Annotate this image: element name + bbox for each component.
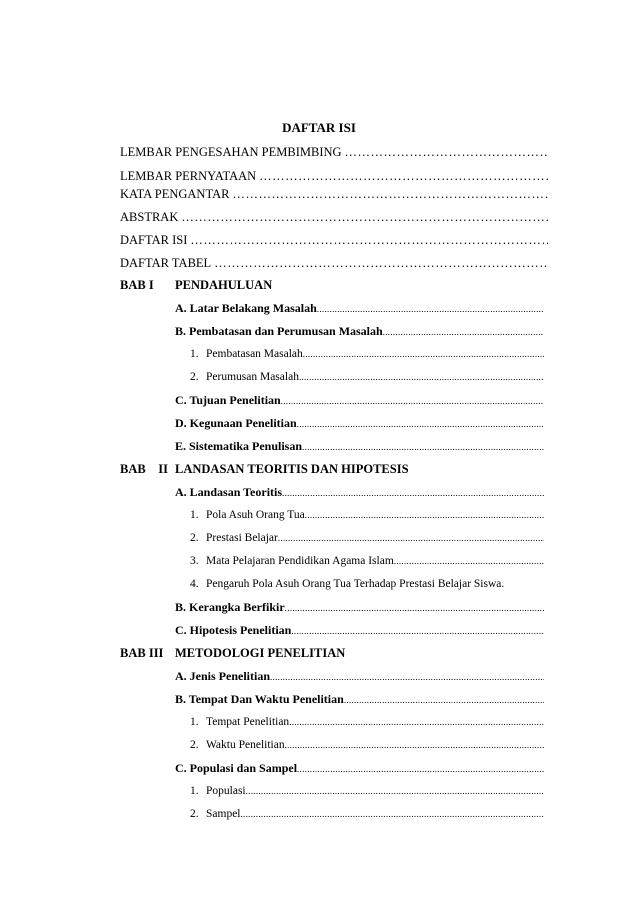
subitem-label: Tempat Penelitian bbox=[206, 716, 290, 728]
toc-entry bbox=[120, 144, 548, 160]
toc-entry bbox=[120, 232, 548, 248]
toc-entry-label: KATA PENGANTAR bbox=[120, 187, 230, 201]
dot-leader bbox=[299, 369, 544, 385]
dot-leader bbox=[282, 485, 544, 501]
toc-subitem bbox=[190, 737, 544, 753]
subitem-label: Populasi bbox=[206, 785, 246, 797]
toc-entry-label: LEMBAR PENGESAHAN PEMBIMBING bbox=[120, 145, 342, 159]
chapter-heading bbox=[120, 277, 548, 293]
subitem-label: Waktu Penelitian bbox=[206, 739, 285, 751]
toc-entry-label: DAFTAR ISI bbox=[120, 233, 188, 247]
dot-leader bbox=[190, 232, 548, 248]
toc-section bbox=[175, 760, 544, 777]
subitem-label: Pengaruh Pola Asuh Orang Tua Terhadap Prestasi Belajar Siswa. bbox=[206, 578, 505, 590]
toc-subitem bbox=[190, 507, 544, 523]
toc-subitem bbox=[190, 783, 544, 799]
item-number: 1. bbox=[190, 509, 199, 521]
toc-subitem bbox=[190, 346, 544, 362]
item-number: 2. bbox=[190, 532, 199, 544]
toc-subitem bbox=[190, 576, 544, 592]
dot-leader bbox=[278, 530, 544, 546]
chapter-number: BAB I bbox=[120, 278, 154, 292]
dot-leader bbox=[270, 669, 544, 685]
subitem-label: Pola Asuh Orang Tua bbox=[206, 509, 305, 521]
dot-leader bbox=[232, 186, 548, 202]
toc-entry bbox=[120, 209, 548, 225]
chapter-number: BAB II bbox=[120, 462, 168, 476]
dot-leader bbox=[297, 416, 544, 432]
subitem-label: Sampel bbox=[206, 808, 241, 820]
section-label: B. Pembatasan dan Perumusan Masalah bbox=[175, 324, 383, 338]
toc-subitem bbox=[190, 530, 544, 546]
item-number: 2. bbox=[190, 739, 199, 751]
dot-leader bbox=[285, 737, 544, 753]
dot-leader bbox=[303, 346, 544, 362]
section-label: E. Sistematika Penulisan bbox=[175, 439, 303, 453]
toc-subitem bbox=[190, 714, 544, 730]
dot-leader bbox=[345, 144, 548, 160]
dot-leader bbox=[317, 301, 544, 317]
dot-leader bbox=[214, 255, 548, 271]
item-number: 2. bbox=[190, 371, 199, 383]
section-label: A. Latar Belakang Masalah bbox=[175, 301, 317, 315]
dot-leader bbox=[291, 623, 544, 639]
dot-leader bbox=[394, 553, 544, 569]
toc-section bbox=[175, 392, 544, 409]
toc-subitem bbox=[190, 369, 544, 385]
item-number: 4. bbox=[190, 578, 199, 590]
subitem-label: Prestasi Belajar bbox=[206, 532, 278, 544]
section-label: D. Kegunaan Penelitian bbox=[175, 416, 297, 430]
chapter-number: BAB III bbox=[120, 646, 164, 660]
section-label: B. Tempat Dan Waktu Penelitian bbox=[175, 692, 344, 706]
page-title: DAFTAR ISI bbox=[282, 120, 356, 135]
toc-entry bbox=[120, 168, 548, 184]
toc-section bbox=[175, 323, 544, 340]
item-number: 1. bbox=[190, 716, 199, 728]
chapter-heading bbox=[120, 645, 548, 661]
toc-entry bbox=[120, 186, 548, 202]
toc-section bbox=[175, 622, 544, 639]
subitem-label: Perumusan Masalah bbox=[206, 371, 299, 383]
item-number: 3. bbox=[190, 555, 199, 567]
toc-subitem bbox=[190, 553, 544, 569]
toc-section bbox=[175, 484, 544, 501]
dot-leader bbox=[285, 600, 544, 616]
dot-leader bbox=[281, 393, 544, 409]
item-number: 2. bbox=[190, 808, 199, 820]
toc-section bbox=[175, 691, 544, 708]
dot-leader bbox=[302, 439, 544, 455]
toc-entry bbox=[120, 255, 548, 271]
section-label: B. Kerangka Berfikir bbox=[175, 600, 285, 614]
toc-subitem bbox=[190, 806, 544, 822]
toc-section bbox=[175, 300, 544, 317]
subitem-label: Mata Pelajaran Pendidikan Agama Islam bbox=[206, 555, 394, 567]
section-label: C. Populasi dan Sampel bbox=[175, 761, 298, 775]
dot-leader bbox=[297, 761, 544, 777]
chapter-heading bbox=[120, 461, 548, 477]
toc-entry-label: ABSTRAK bbox=[120, 210, 179, 224]
dot-leader bbox=[181, 209, 548, 225]
section-label: A. Landasan Teoritis bbox=[175, 485, 283, 499]
dot-leader bbox=[246, 783, 544, 799]
toc-entry-label: DAFTAR TABEL bbox=[120, 256, 212, 270]
toc-section bbox=[175, 438, 544, 455]
toc-section bbox=[175, 415, 544, 432]
dot-leader bbox=[305, 507, 544, 523]
toc-section bbox=[175, 599, 544, 616]
toc-section bbox=[175, 668, 544, 685]
chapter-title: METODOLOGI PENELITIAN bbox=[175, 646, 346, 660]
section-label: C. Hipotesis Penelitian bbox=[175, 623, 292, 637]
section-label: A. Jenis Penelitian bbox=[175, 669, 270, 683]
dot-leader bbox=[383, 324, 544, 340]
dot-leader bbox=[241, 806, 545, 822]
dot-leader bbox=[259, 168, 548, 184]
dot-leader bbox=[344, 692, 544, 708]
chapter-title: PENDAHULUAN bbox=[175, 278, 273, 292]
chapter-title: LANDASAN TEORITIS DAN HIPOTESIS bbox=[175, 462, 409, 476]
item-number: 1. bbox=[190, 348, 199, 360]
subitem-label: Pembatasan Masalah bbox=[206, 348, 303, 360]
item-number: 1. bbox=[190, 785, 199, 797]
dot-leader bbox=[289, 714, 544, 730]
toc-entry-label: LEMBAR PERNYATAAN bbox=[120, 169, 257, 183]
section-label: C. Tujuan Penelitian bbox=[175, 393, 281, 407]
